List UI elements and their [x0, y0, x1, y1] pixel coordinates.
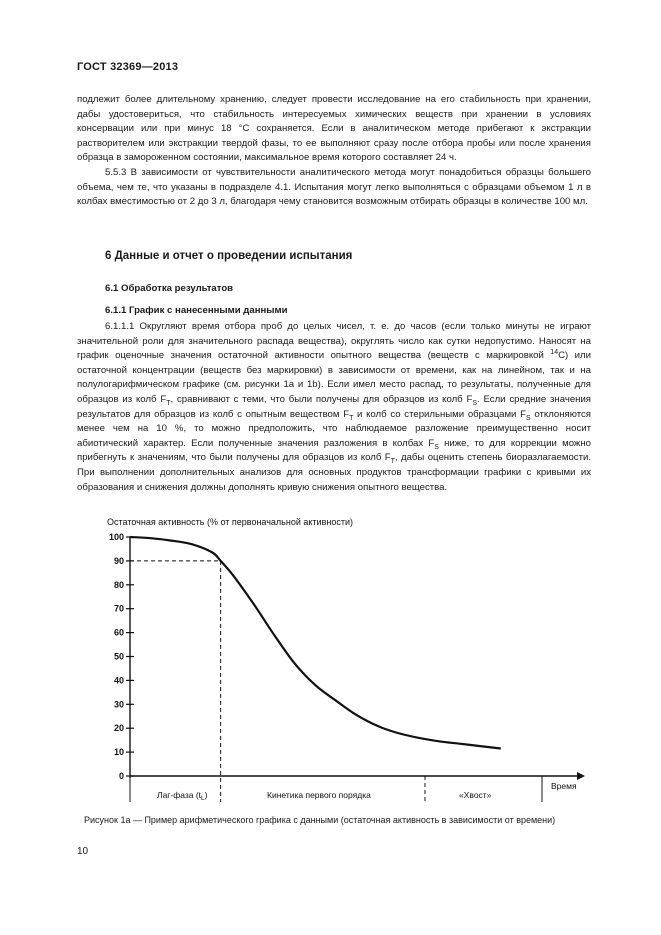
y-tick-label: 0 — [118, 771, 124, 781]
subsection-heading-6-1: 6.1 Обработка результатов — [105, 283, 234, 294]
x-axis-arrow — [577, 772, 585, 780]
x-axis-label: Время — [551, 781, 577, 791]
phase-label-first-order: Кинетика первого порядка — [267, 790, 371, 800]
y-tick-label: 60 — [113, 627, 124, 638]
y-tick-label: 30 — [113, 699, 124, 710]
y-tick-label: 20 — [113, 723, 124, 734]
phase-label-tail: «Хвост» — [459, 790, 492, 800]
paragraph-6-1-1-1: 6.1.1.1 Округляют время отбора проб до целых чисел, т. е. до часов (если только минуты не играют значительной роли для значительного распада вещества), округлять число как сутки недопустимо. Наносят на график оценочные значения остаточной активности опытного вещества (веществ с маркировкой $^{14}$С) или остаточной концентрации (веществ без маркировки) в зависимости от времени, как на линейном, так и на полулогарифмическом графике (см. рисунки 1а и 1b). Если имел место распад, то результаты, полученные для образцов из колб $F_T$, сравнивают с теми, что были получены для образцов из колб $F_S$. Если средние значения результатов для образцов из колб с опытным веществом $F_T$ и колб со стерильными образцами $F_S$ отклоняются менее чем на 10 %, то можно предположить, что наблюдаемое разложение преимущественно носит абиотический характер. Если полученные значения разложения в колбах $F_S$ ниже, то для коррекции можно прибегнуть к значениям, что были получены для образцов из колб $F_T$, дабы оценить степень биоразлагаемости. При выполнении дополнительных анализов для основных продуктов трансформации графики с кривыми их образования и снижения должны дополнять кривую снижения опытного вещества. — [77, 321, 592, 493]
y-axis-label: Остаточная активность (% от первоначальной активности) — [107, 517, 353, 527]
y-tick-label: 40 — [113, 675, 124, 686]
activity-chart — [77, 508, 597, 808]
figure-caption: Рисунок 1а — Пример арифметического графика с данными (остаточная активность в зависимости от времени) — [84, 815, 556, 825]
y-tick-label: 90 — [113, 555, 124, 566]
y-tick-label: 10 — [113, 747, 124, 758]
page-number: 10 — [77, 846, 89, 857]
section-heading-6: 6 Данные и отчет о проведении испытания — [105, 250, 353, 262]
paragraph-5-5-3: 5.5.3 В зависимости от чувствительности аналитического метода могут понадобиться образцы большего объема, чем те, что указаны в подразделе 4.1. Испытания могут легко выполняться с образцами объемом 1 л в колбах вместимостью от 2 до 3 л, благодаря чему становится возможным отбирать образцы в количестве 100 мл. — [77, 167, 591, 208]
residual-activity-curve — [130, 537, 501, 749]
y-tick-label: 50 — [113, 651, 124, 662]
paragraph-continuation: подлежит более длительному хранению, следует провести исследование на его стабильность при хранении, дабы удостовериться, что стабильность интересуемых химических веществ при хранении в условиях консервации или при минус 18 °С сохраняется. Если в аналитическом методе прибегают к экстракции растворителем или экстракции твердой фазы, то ее выполняют сразу после отбора пробы или после хранения образца в замороженном состоянии, максимальное время которого составляет 24 ч. — [77, 94, 591, 164]
y-tick-label: 80 — [113, 579, 124, 590]
subsection-heading-6-1-1: 6.1.1 График с нанесенными данными — [105, 305, 288, 316]
phase-label-lag: Лаг-фаза $(t_L)$ — [157, 790, 208, 802]
standard-header: ГОСТ 32369—2013 — [77, 61, 179, 73]
y-tick-label: 100 — [108, 532, 124, 542]
y-tick-label: 70 — [113, 603, 124, 614]
